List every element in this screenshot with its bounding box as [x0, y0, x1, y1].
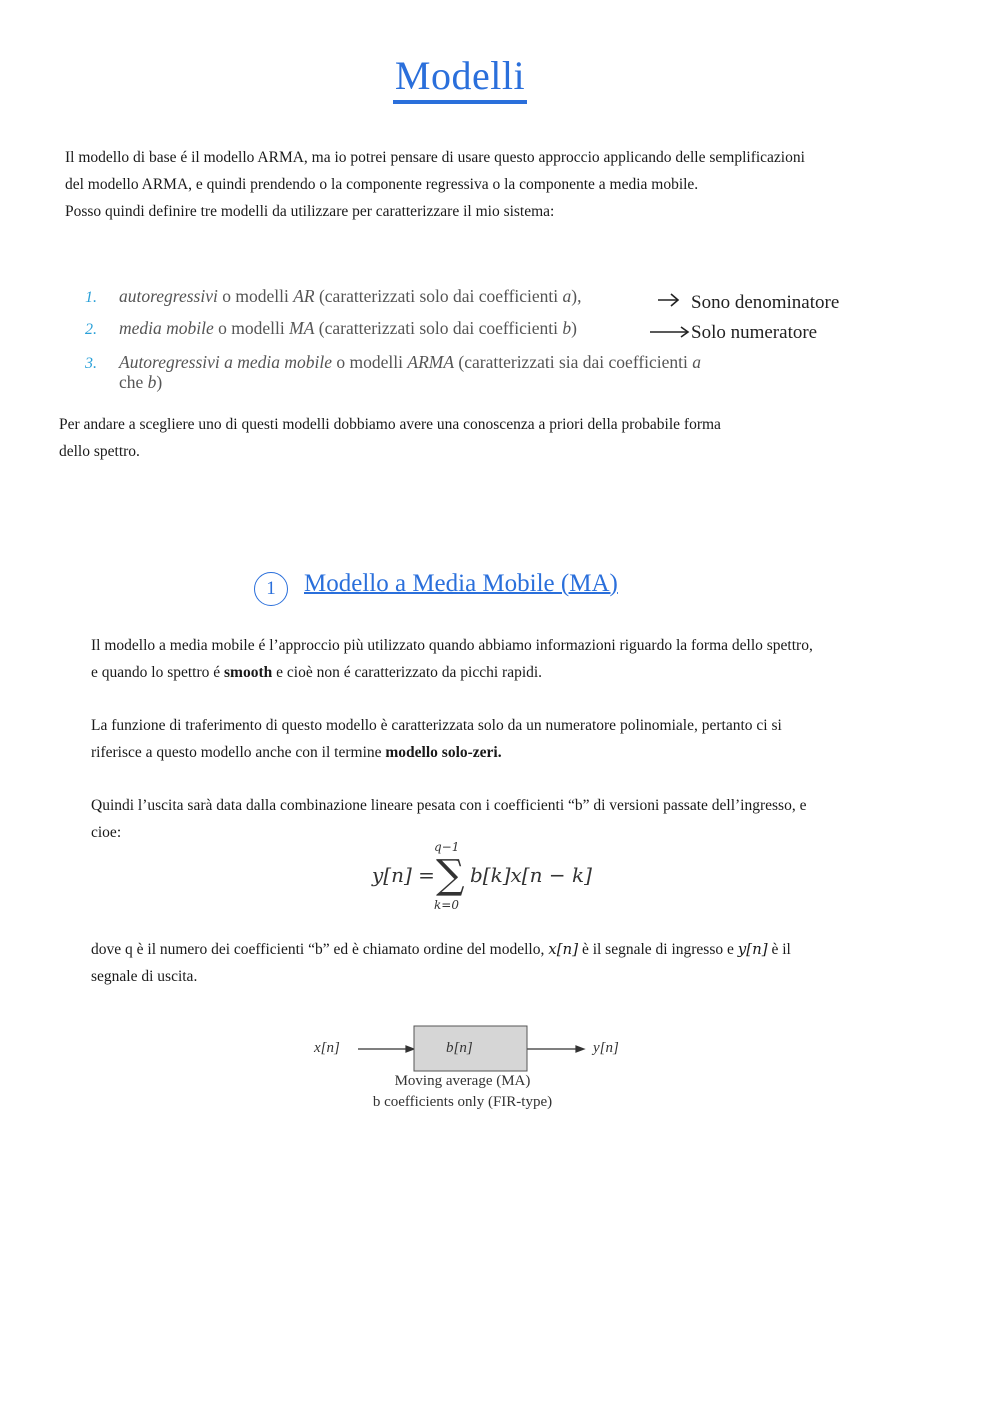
p2-line-1: La funzione di traferimento di questo modello è caratterizzata solo da un numeratore polinomiale, pertanto ci si: [91, 717, 782, 734]
page-title-text: Modelli: [393, 52, 527, 104]
model-name: autoregressivi: [119, 286, 218, 306]
model-cont-coef: b: [147, 372, 157, 392]
model-cont-pre: che: [119, 372, 148, 392]
intro-line-2: del modello ARMA, e quindi prendendo o la componente regressiva o la componente a media mobile.: [65, 176, 699, 193]
model-desc: (caratterizzati solo dai coefficienti: [314, 318, 563, 338]
arrow-head-icon: [576, 1046, 584, 1052]
p1-line-1: Il modello a media mobile é l’approccio più utilizzato quando abbiamo informazioni riguardo la forma dello spettro,: [91, 637, 813, 654]
section-paragraph-4: [91, 936, 951, 990]
p4-line-1: [91, 936, 951, 963]
model-cont-end: ): [156, 372, 163, 392]
model-mid: o modelli: [217, 286, 294, 306]
intro-line-3: Posso quindi definire tre modelli da utilizzare per caratterizzare il mio sistema:: [65, 203, 555, 220]
p1-bold: smooth: [224, 664, 273, 681]
page-title: [0, 52, 920, 104]
model-coef: a: [692, 352, 702, 372]
p4-text-post: è il: [767, 941, 791, 958]
model-name: media mobile: [119, 318, 214, 338]
intro-line-1: Il modello di base é il modello ARMA, ma io potrei pensare di usare questo approccio applicando delle semplificazioni: [65, 149, 805, 166]
model-end: ): [571, 318, 577, 338]
formula-upper-limit: q−1: [434, 840, 460, 854]
arrow-icons: [650, 290, 694, 340]
formula-lhs: y[n] =: [372, 863, 435, 887]
arrow-right-icon: [650, 327, 688, 337]
model-mid: o modelli: [213, 318, 290, 338]
section-title: Modello a Media Mobile (MA): [304, 570, 618, 597]
p2-text: riferisce a questo modello anche con il termine: [91, 744, 386, 761]
formula-lower-limit: k=0: [434, 898, 459, 912]
section-paragraph-1: [91, 632, 951, 686]
note-denominator: Sono denominatore: [691, 292, 840, 313]
choice-line-2: dello spettro.: [59, 443, 140, 460]
model-name: Autoregressivi a media mobile: [119, 352, 333, 372]
model-coef: a: [562, 286, 572, 306]
p1-text-post: e cioè non é caratterizzato da picchi rapidi.: [272, 664, 543, 681]
choice-line-1: Per andare a scegliere uno di questi modelli dobbiamo avere una conoscenza a priori della probabile forma: [59, 416, 721, 433]
p1-line-2: [91, 659, 951, 686]
model-mid: o modelli: [332, 352, 408, 372]
model-abbr: ARMA: [407, 352, 455, 372]
ma-formula: [370, 838, 610, 918]
p3-line-2: cioe:: [91, 824, 122, 841]
model-abbr: MA: [289, 318, 315, 338]
diagram-block-label: b[n]: [446, 1040, 473, 1056]
note-numerator: Solo numeratore: [691, 322, 818, 343]
p3-line-1: Quindi l’uscita sarà data dalla combinazione lineare pesata con i coefficienti “b” di versioni passate dell’ingresso, e: [91, 797, 807, 814]
diagram-caption-1: Moving average (MA): [394, 1073, 531, 1089]
list-number: 3.: [85, 355, 97, 372]
diagram-caption-2: b coefficients only (FIR-type): [372, 1094, 553, 1110]
p4-text-mid: è il segnale di ingresso e: [578, 941, 738, 958]
model-desc: (caratterizzati sia dai coefficienti: [454, 352, 693, 372]
p4-input-symbol: x[n]: [548, 940, 579, 958]
arrow-head-icon: [406, 1046, 414, 1052]
list-number: 2.: [85, 321, 97, 338]
diagram-input-label: x[n]: [314, 1040, 340, 1056]
formula-rhs: b[k]x[n − k]: [470, 863, 592, 887]
ma-block-diagram: [310, 1020, 630, 1120]
p4-output-symbol: y[n]: [737, 940, 768, 958]
p1-text: e quando lo spettro é: [91, 664, 225, 681]
section-number-badge: 1: [254, 572, 288, 606]
intro-paragraph: [65, 144, 945, 225]
list-item-continuation: [119, 372, 162, 393]
choice-paragraph: [59, 411, 879, 465]
list-item: [85, 318, 577, 339]
model-end: ),: [571, 286, 582, 306]
model-desc: (caratterizzati solo dai coefficienti: [314, 286, 563, 306]
p4-text: dove q è il numero dei coefficienti “b” ed è chiamato ordine del modello,: [91, 941, 549, 958]
list-item: [85, 352, 701, 373]
model-coef: b: [562, 318, 572, 338]
arrow-right-icon: [658, 294, 678, 306]
model-abbr: AR: [293, 286, 315, 306]
p2-line-2: [91, 739, 951, 766]
diagram-output-label: y[n]: [593, 1040, 619, 1056]
list-number: 1.: [85, 289, 97, 306]
list-item: [85, 286, 581, 307]
sigma-icon: ∑: [436, 852, 465, 898]
p2-bold: modello solo-zeri.: [385, 744, 502, 761]
p4-line-2: segnale di uscita.: [91, 968, 198, 985]
section-paragraph-2: [91, 712, 951, 766]
